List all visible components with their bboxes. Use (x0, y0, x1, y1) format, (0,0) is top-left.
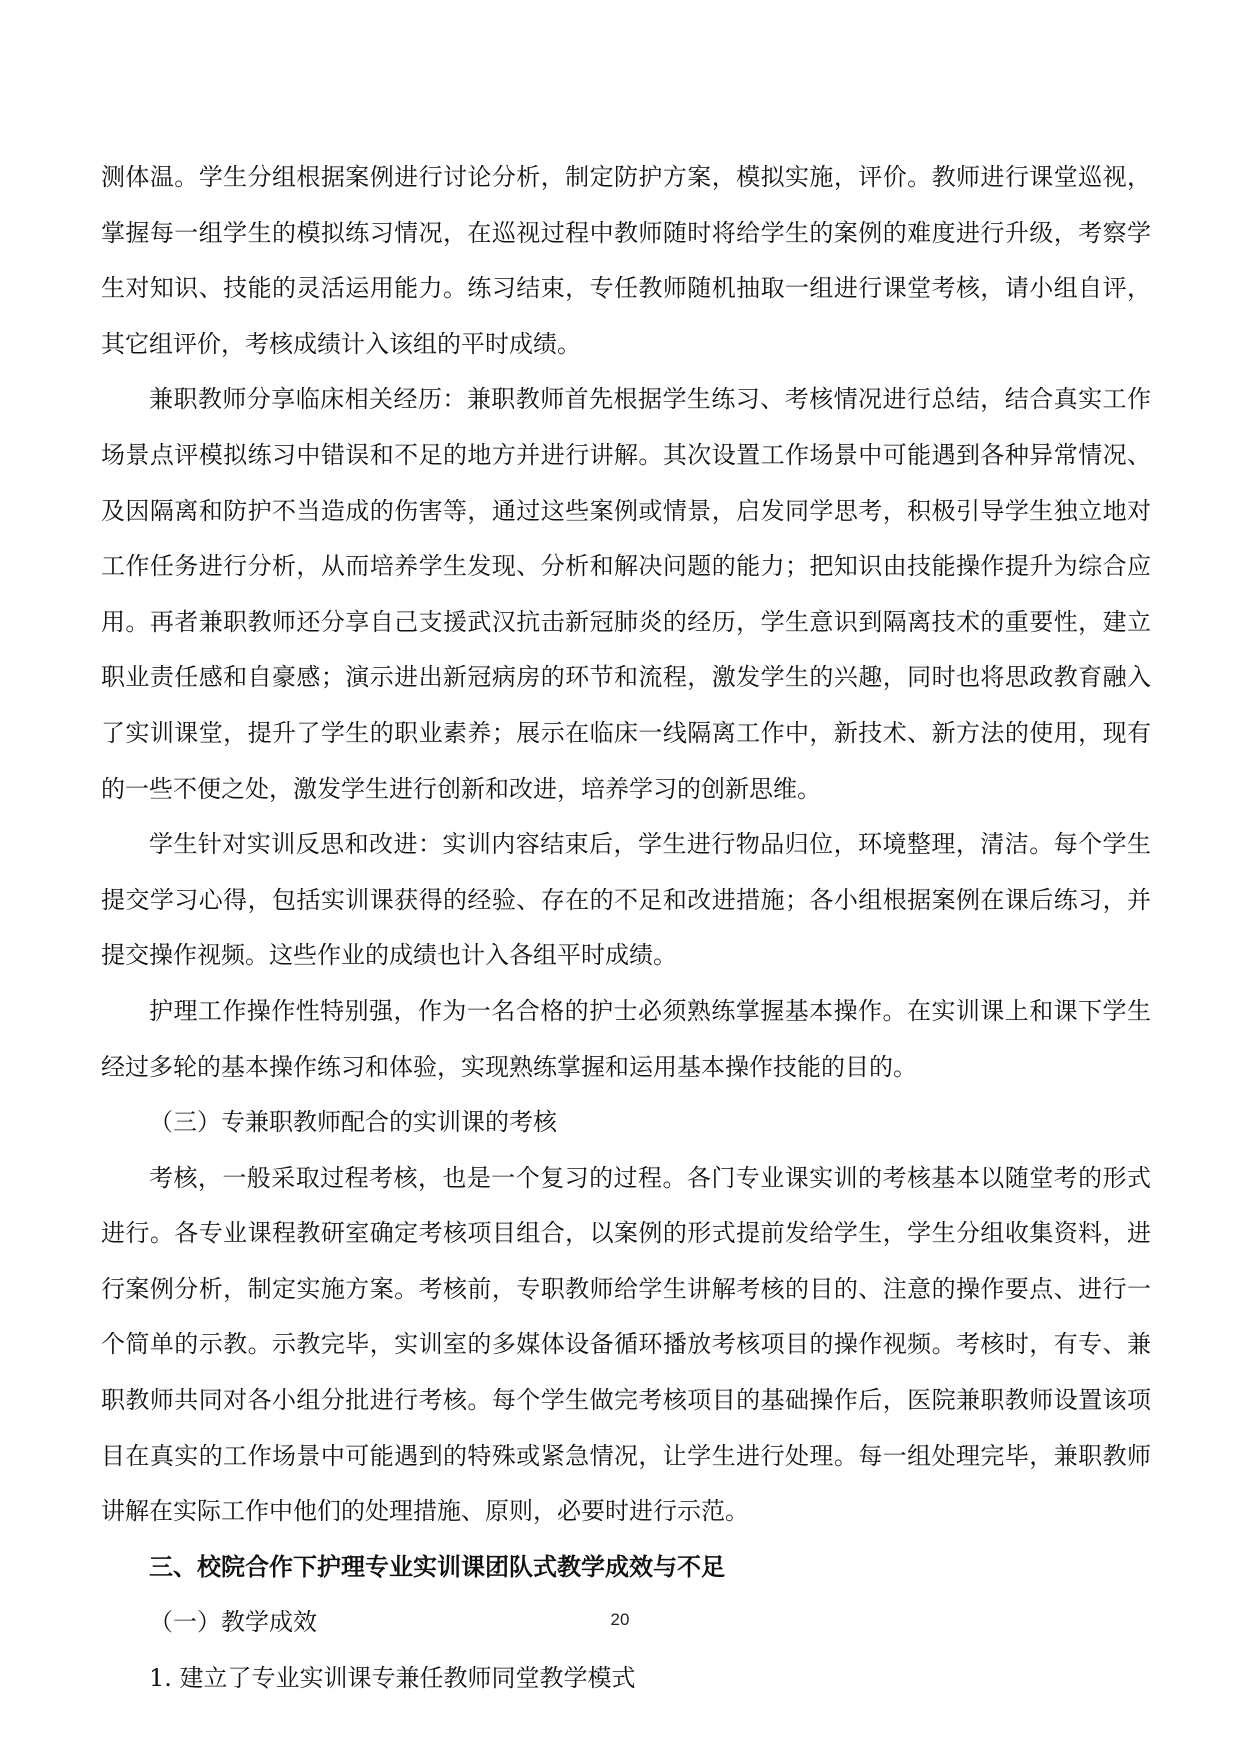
page-number: 20 (610, 1610, 630, 1629)
section-heading-outcomes: 三、校院合作下护理专业实训课团队式教学成效与不足 (149, 1552, 725, 1581)
document-body (101, 150, 1151, 1707)
subheading-teaching-outcomes: （一）教学成效 (149, 1608, 317, 1637)
paragraph-student-reflection: 学生针对实训反思和改进：实训内容结束后，学生进行物品归位，环境整理，清洁。每个学生提交学习心得，包括实训课获得的经验、存在的不足和改进措施；各小组根据案例在课后练习，并提交操作视频。这些作业的成绩也计入各组平时成绩。 (101, 830, 1151, 970)
numbered-item-1: 1. 建立了专业实训课专兼任教师同堂教学模式 (149, 1664, 636, 1693)
paragraph-parttime-teacher-sharing: 兼职教师分享临床相关经历：兼职教师首先根据学生练习、考核情况进行总结，结合真实工作场景点评模拟练习中错误和不足的地方并进行讲解。其次设置工作场景中可能遇到各种异常情况、及因隔离和防护不当造成的伤害等，通过这些案例或情景，启发同学思考，积极引导学生独立地对工作任务进行分析，从而培养学生发现、分析和解决问题的能力；把知识由技能操作提升为综合应用。再者兼职教师还分享自己支援武汉抗击新冠肺炎的经历，学生意识到隔离技术的重要性，建立职业责任感和自豪感；演示进出新冠病房的环节和流程，激发学生的兴趣，同时也将思政教育融入了实训课堂，提升了学生的职业素养；展示在临床一线隔离工作中，新技术、新方法的使用，现有的一些不便之处，激发学生进行创新和改进，培养学习的创新思维。 (101, 385, 1151, 803)
subheading-assessment: （三）专兼职教师配合的实训课的考核 (149, 1108, 557, 1137)
paragraph-assessment: 考核，一般采取过程考核，也是一个复习的过程。各门专业课实训的考核基本以随堂考的形式进行。各专业课程教研室确定考核项目组合，以案例的形式提前发给学生，学生分组收集资料，进行案例分析，制定实施方案。考核前，专职教师给学生讲解考核的目的、注意的操作要点、进行一个简单的示教。示教完毕，实训室的多媒体设备循环播放考核项目的操作视频。考核时，有专、兼职教师共同对各小组分批进行考核。每个学生做完考核项目的基础操作后，医院兼职教师设置该项目在真实的工作场景中可能遇到的特殊或紧急情况，让学生进行处理。每一组处理完毕，兼职教师讲解在实际工作中他们的处理措施、原则，必要时进行示范。 (101, 1163, 1151, 1526)
paragraph-continuation: 测体温。学生分组根据案例进行讨论分析，制定防护方案，模拟实施，评价。教师进行课堂巡视，掌握每一组学生的模拟练习情况，在巡视过程中教师随时将给学生的案例的难度进行升级，考察学生对知识、技能的灵活运用能力。练习结束，专任教师随机抽取一组进行课堂考核，请小组自评，其它组评价，考核成绩计入该组的平时成绩。 (101, 163, 1151, 358)
paragraph-nursing-operation: 护理工作操作性特别强，作为一名合格的护士必须熟练掌握基本操作。在实训课上和课下学生经过多轮的基本操作练习和体验，实现熟练掌握和运用基本操作技能的目的。 (101, 996, 1151, 1081)
